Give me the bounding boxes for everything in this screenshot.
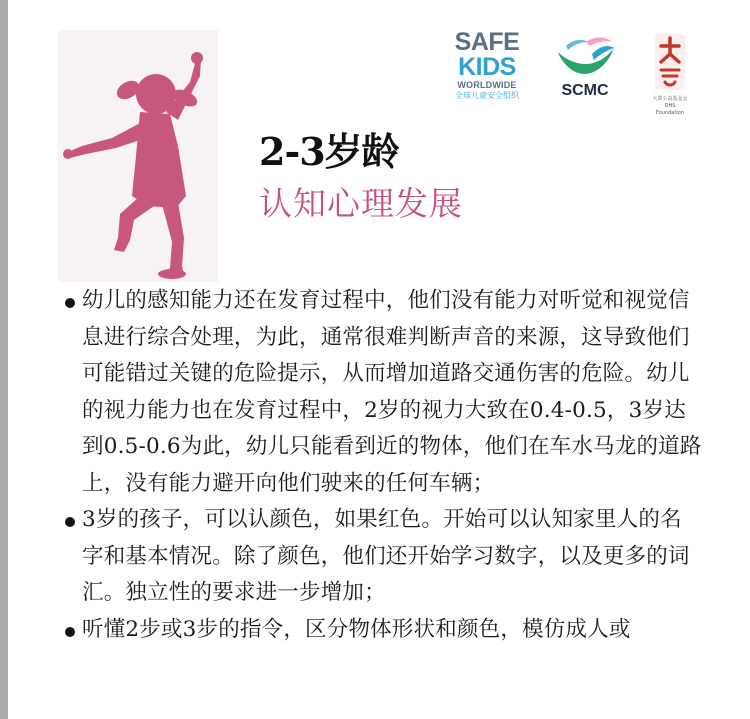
safe-kids-logo xyxy=(452,30,522,101)
bullet-dot-icon xyxy=(65,627,75,637)
safe-kids-line1: SAFE xyxy=(454,28,520,56)
scmc-text: SCMC xyxy=(561,82,609,99)
scmc-emblem-icon xyxy=(552,34,618,80)
age-title: 2-3岁龄 xyxy=(259,129,399,174)
left-edge-bar xyxy=(0,0,8,719)
bullet-text: 听懂2步或3步的指令，区分物体形状和颜色，模仿成人或 xyxy=(82,616,631,642)
jumping-girl-icon xyxy=(58,46,223,281)
list-item xyxy=(62,502,702,612)
partner-logos xyxy=(448,28,698,118)
safe-kids-line2: KIDS xyxy=(458,53,516,81)
safe-kids-line3: WORLDWIDE xyxy=(457,80,517,90)
bullet-dot-icon xyxy=(65,298,75,308)
bullet-text: 幼儿的感知能力还在发育过程中，他们没有能力对听觉和视觉信息进行综合处理，为此，通常很难判断声音的来源，这导致他们可能错过关键的危险提示，从而增加道路交通伤害的危险。幼儿的视力能力也在发育过程中，2岁的视力大致在0.4-0.5，3岁达到0.5-0.6为此，幼儿只能看到近的物体，他们在车水马龙的道路上，没有能力避开向他们驶来的任何车辆； xyxy=(82,288,702,496)
scmc-logo xyxy=(550,34,620,100)
list-item xyxy=(62,283,702,502)
section-subtitle: 认知心理发展 xyxy=(259,184,463,223)
foundation-name-en: DHS Foundation xyxy=(656,103,684,116)
list-item xyxy=(62,612,702,649)
safe-kids-line4: 全球儿童安全组织 xyxy=(455,91,519,100)
bullet-list xyxy=(62,283,702,648)
bullet-dot-icon xyxy=(65,517,75,527)
foundation-name-cn: 大眾公益基金会 xyxy=(652,96,688,102)
bullet-text: 3岁的孩子，可以认颜色，如果红色。开始可以认知家里人的名字和基本情况。除了颜色，他们还开始学习数字，以及更多的词汇。独立性的要求进一步增加； xyxy=(82,507,690,605)
foundation-seal-icon xyxy=(653,32,687,92)
foundation-logo xyxy=(650,32,690,117)
